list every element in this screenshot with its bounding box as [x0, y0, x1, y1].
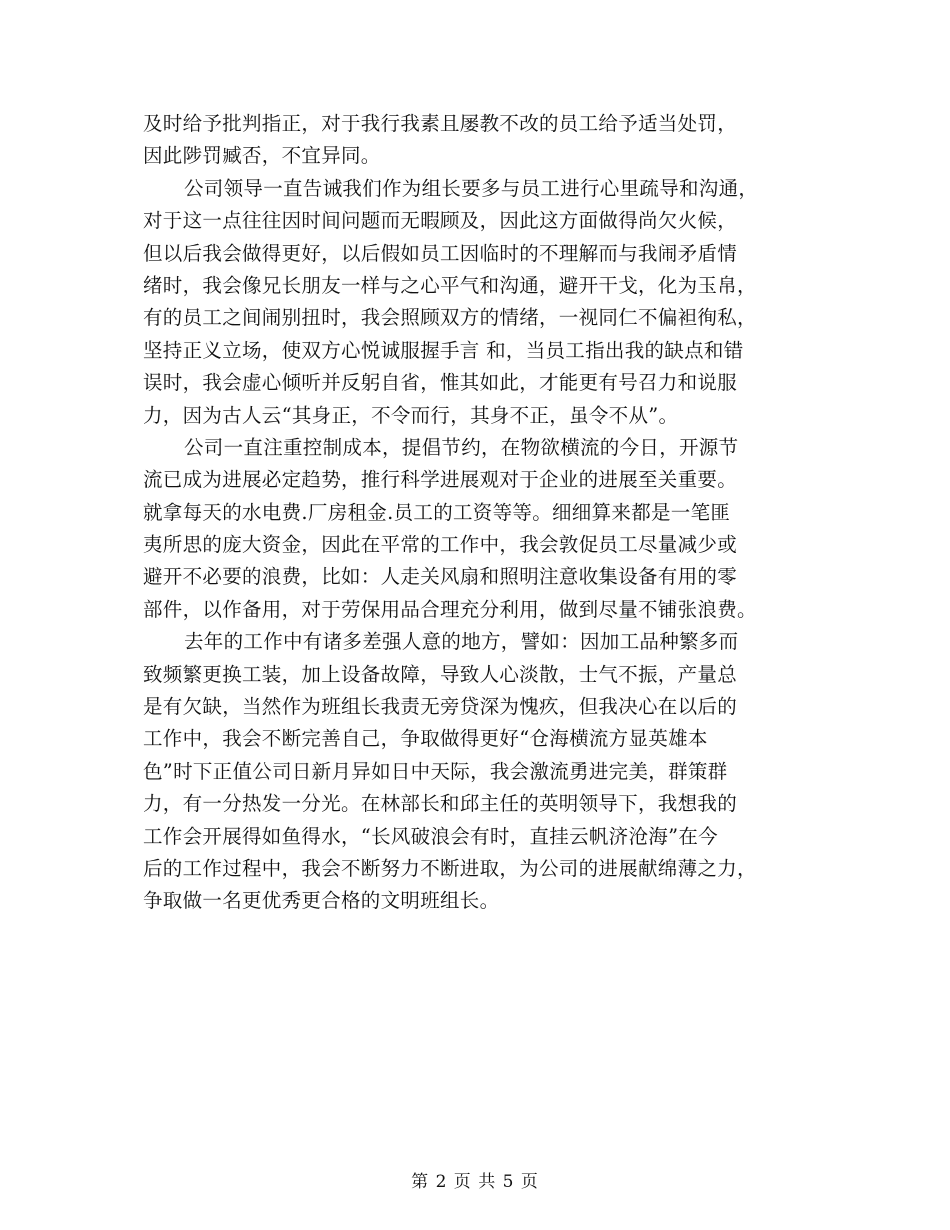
text-line: 误时，我会虚心倾听并反躬自省，惟其如此，才能更有号召力和说服 [143, 371, 738, 395]
text-line: 后的工作过程中，我会不断努力不断进取，为公司的进展献绵薄之力， [143, 856, 757, 880]
text-line: 工作中，我会不断完善自己，争取做得更好“仓海横流方显英雄本 [143, 727, 708, 751]
text-line: 流已成为进展必定趋势，推行科学进展观对于企业的进展至关重要。 [143, 468, 738, 492]
text-line: 就拿每天的水电费.厂房租金.员工的工资等等。细细算来都是一笔匪 [143, 500, 731, 524]
text-line: 避开不必要的浪费，比如：人走关风扇和照明注意收集设备有用的零 [143, 565, 738, 589]
text-line: 致频繁更换工装，加上设备故障，导致人心淡散，士气不振，产量总 [143, 662, 738, 686]
text-line: 公司一直注重控制成本，提倡节约，在物欲横流的今日，开源节 [184, 435, 739, 459]
text-line: 工作会开展得如鱼得水，“长风破浪会有时，直挂云帆济沧海”在今 [143, 824, 718, 848]
text-line: 但以后我会做得更好，以后假如员工因临时的不理解而与我闹矛盾情 [143, 241, 738, 265]
text-line: 夷所思的庞大资金，因此在平常的工作中，我会敦促员工尽量减少或 [143, 533, 738, 557]
text-line: 力，因为古人云“其身正，不令而行，其身不正，虽令不从”。 [143, 403, 679, 427]
document-body [143, 108, 823, 918]
page-number: 第 2 页 共 5 页 [411, 1172, 539, 1192]
text-line: 因此陟罚臧否，不宜异同。 [143, 144, 381, 168]
text-line: 坚持正义立场，使双方心悦诚服握手言 和，当员工指出我的缺点和错 [143, 338, 744, 362]
text-line: 有的员工之间闹别扭时，我会照顾双方的情绪，一视同仁不偏袒徇私， [143, 306, 757, 330]
text-line: 是有欠缺，当然作为班组长我责无旁贷深为愧疚，但我决心在以后的 [143, 695, 738, 719]
text-line: 争取做一名更优秀更合格的文明班组长。 [143, 889, 500, 913]
text-line: 部件，以作备用，对于劳保用品合理充分利用，做到尽量不铺张浪费。 [143, 597, 757, 621]
text-line: 及时给予批判指正，对于我行我素且屡教不改的员工给予适当处罚， [143, 112, 738, 135]
text-line: 对于这一点往往因时间问题而无暇顾及，因此这方面做得尚欠火候， [143, 209, 738, 233]
text-line: 绪时，我会像兄长朋友一样与之心平气和沟通，避开干戈，化为玉帛， [143, 273, 757, 297]
text-line: 去年的工作中有诸多差强人意的地方，譬如：因加工品种繁多而 [184, 630, 739, 654]
text-line: 公司领导一直告诫我们作为组长要多与员工进行心里疏导和沟通， [184, 176, 759, 200]
text-line: 色”时下正值公司日新月异如日中天际，我会激流勇进完美，群策群 [143, 759, 728, 783]
text-line: 力，有一分热发一分光。在林部长和邱主任的英明领导下，我想我的 [143, 792, 738, 816]
